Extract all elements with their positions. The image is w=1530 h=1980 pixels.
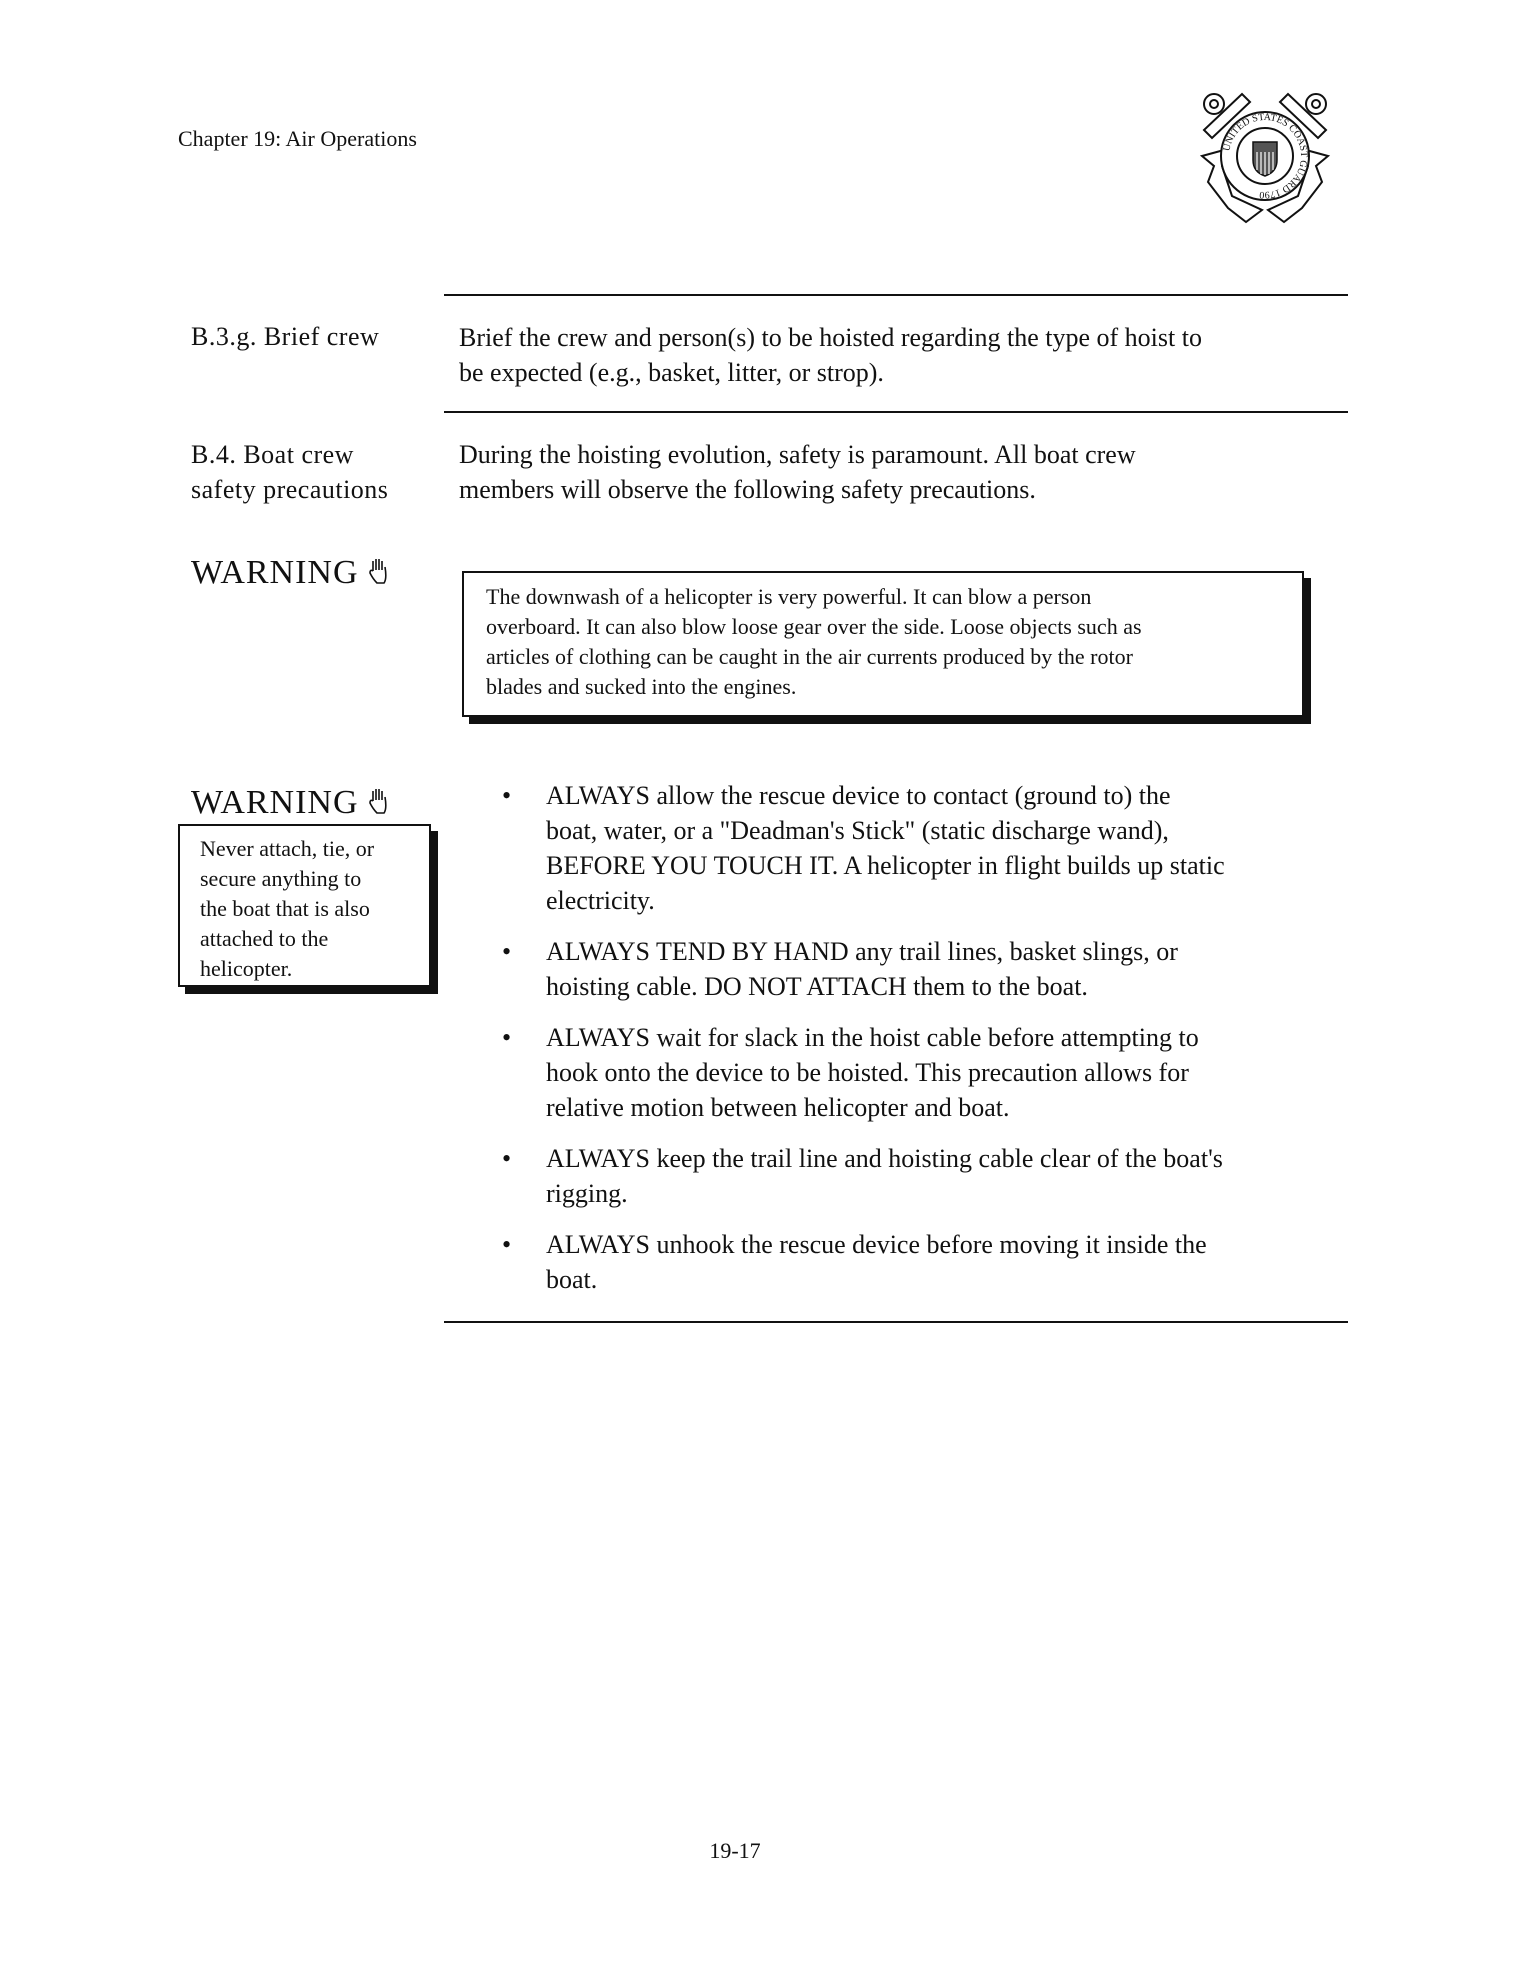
warning-line: articles of clothing can be caught in the air currents produced by the rotor [486, 644, 1133, 669]
warning-box-never-attach [178, 824, 431, 987]
bullet: • [502, 1144, 512, 1173]
warning-line: helicopter. [200, 956, 293, 981]
warning-line: the boat that is also [200, 896, 370, 921]
section-body-safety-precautions [459, 437, 1136, 507]
bullet: • [502, 937, 512, 966]
warning-line: secure anything to [200, 866, 362, 891]
warning-line: attached to the [200, 926, 329, 951]
item-line: ALWAYS unhook the rescue device before moving it inside the [546, 1230, 1207, 1259]
svg-text:UNITED STATES COAST GUARD 1790: UNITED STATES COAST GUARD 1790 [1221, 111, 1310, 201]
body-line: Brief the crew and person(s) to be hoisted regarding the type of hoist to [459, 323, 1202, 352]
section-divider [444, 1321, 1348, 1323]
bullet: • [502, 1023, 512, 1052]
item-line: ALWAYS keep the trail line and hoisting cable clear of the boat's [546, 1144, 1223, 1173]
warning-heading-1 [191, 554, 391, 592]
raised-hand-icon [367, 787, 391, 815]
section-body-brief-crew [459, 320, 1202, 390]
warning-line: overboard. It can also blow loose gear over the side. Loose objects such as [486, 614, 1142, 639]
item-line: hoisting cable. DO NOT ATTACH them to the boat. [546, 972, 1088, 1001]
body-line: members will observe the following safety precautions. [459, 475, 1036, 504]
item-line: ALWAYS TEND BY HAND any trail lines, basket slings, or [546, 937, 1178, 966]
safety-precautions-list [498, 778, 1225, 1313]
label-line: B.3.g. Brief crew [191, 322, 380, 351]
item-line: rigging. [546, 1179, 628, 1208]
warning-line: blades and sucked into the engines. [486, 674, 797, 699]
body-line: be expected (e.g., basket, litter, or strop). [459, 358, 884, 387]
item-line: electricity. [546, 886, 655, 915]
raised-hand-icon [367, 557, 391, 585]
section-label-brief-crew [191, 319, 379, 354]
item-line: boat. [546, 1265, 598, 1294]
warning-line: The downwash of a helicopter is very powerful. It can blow a person [486, 584, 1092, 609]
bullet: • [502, 1230, 512, 1259]
item-line: relative motion between helicopter and boat. [546, 1093, 1010, 1122]
list-item [498, 778, 1225, 918]
body-line: During the hoisting evolution, safety is paramount. All boat crew [459, 440, 1136, 469]
warning-box-downwash [462, 571, 1304, 717]
item-line: boat, water, or a "Deadman's Stick" (static discharge wand), [546, 816, 1169, 845]
item-line: ALWAYS wait for slack in the hoist cable before attempting to [546, 1023, 1199, 1052]
coast-guard-seal-logo [1192, 86, 1338, 226]
label-line: B.4. Boat crew [191, 440, 354, 469]
list-item [498, 1141, 1225, 1211]
list-item [498, 1020, 1225, 1125]
warning-title: WARNING [191, 554, 359, 591]
item-line: hook onto the device to be hoisted. This precaution allows for [546, 1058, 1189, 1087]
label-line: safety precautions [191, 475, 389, 504]
item-line: BEFORE YOU TOUCH IT. A helicopter in flight builds up static [546, 851, 1225, 880]
chapter-header: Chapter 19: Air Operations [178, 126, 417, 151]
warning-line: Never attach, tie, or [200, 836, 375, 861]
bullet: • [502, 781, 512, 810]
warning-heading-2 [191, 784, 391, 822]
item-line: ALWAYS allow the rescue device to contact (ground to) the [546, 781, 1171, 810]
section-divider [444, 411, 1348, 413]
page-number: 19-17 [709, 1838, 761, 1863]
warning-title: WARNING [191, 784, 359, 821]
section-label-safety-precautions [191, 437, 388, 507]
list-item [498, 934, 1225, 1004]
list-item [498, 1227, 1225, 1297]
section-divider [444, 294, 1348, 296]
